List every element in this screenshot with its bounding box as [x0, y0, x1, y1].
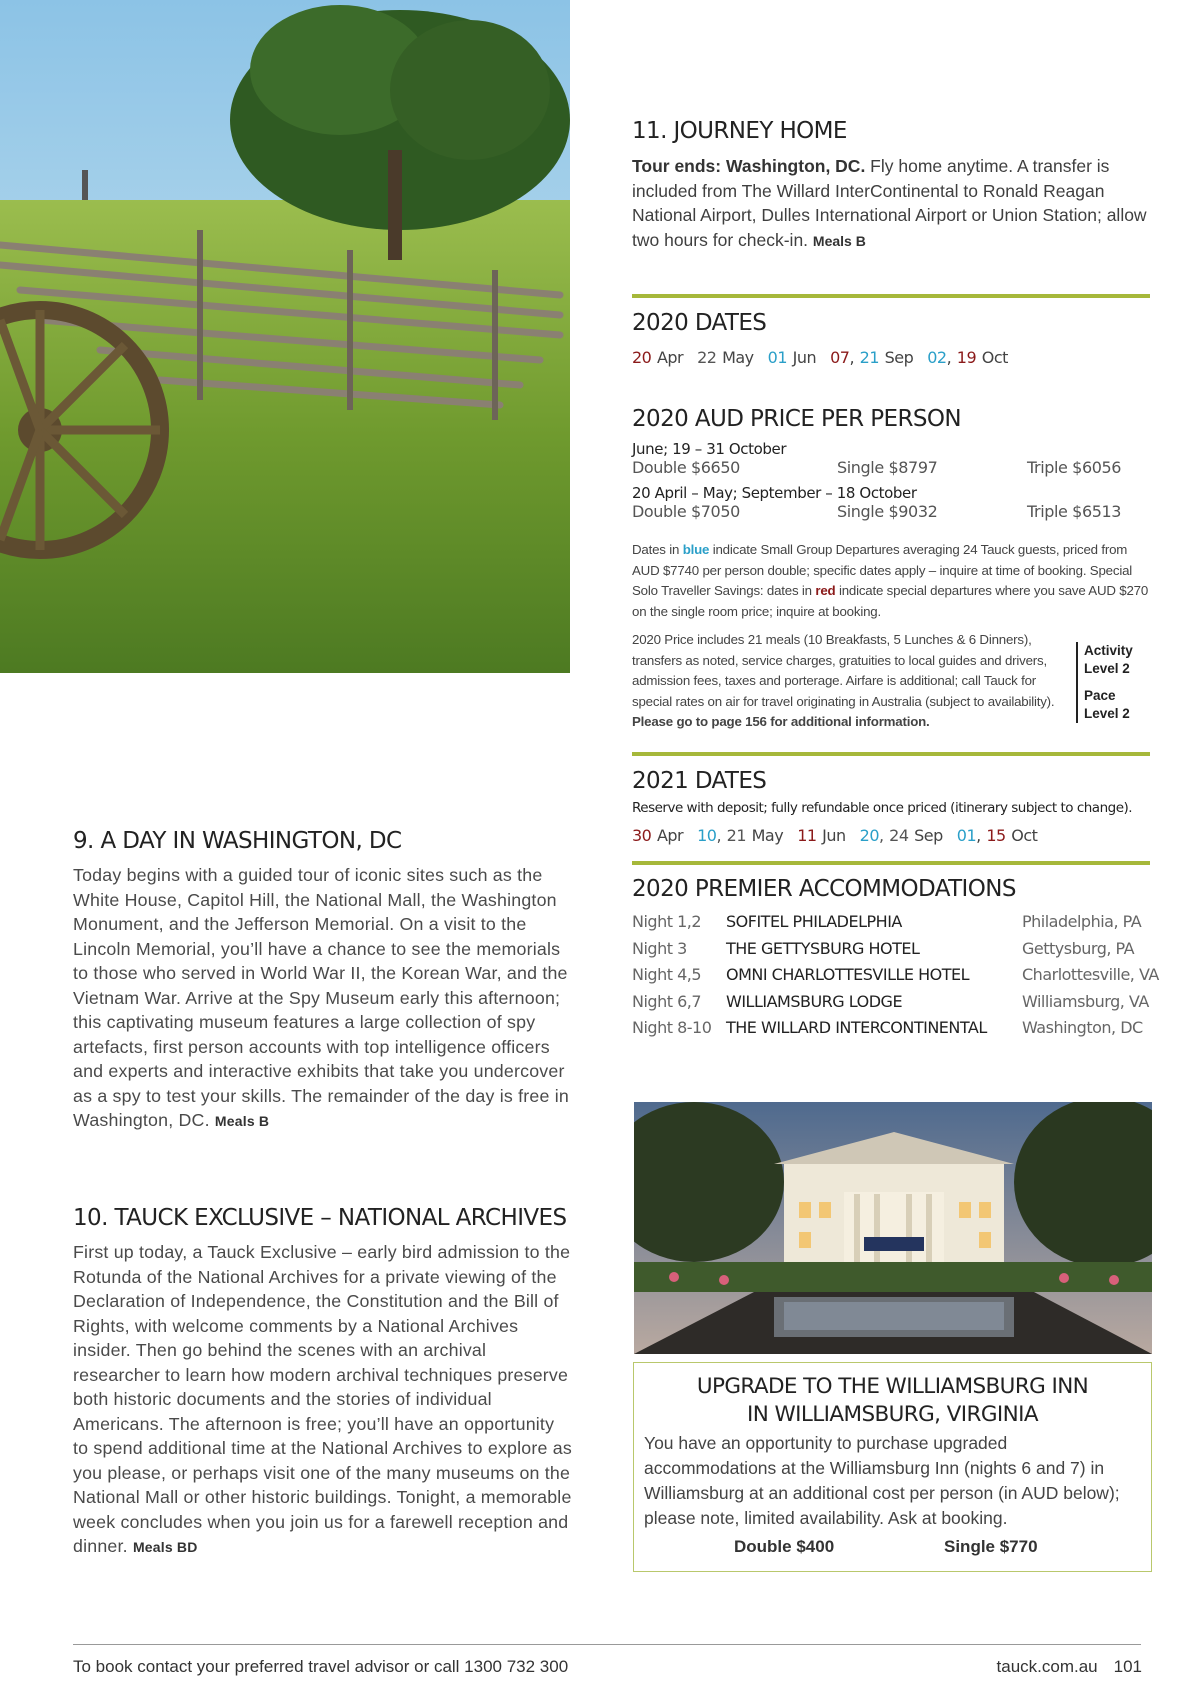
footer-contact: To book contact your preferred travel advisor or call 1300 732 300 — [73, 1657, 569, 1676]
date-part: 20 — [632, 348, 652, 367]
night: Night 1,2 — [632, 912, 702, 931]
date-part: 07 — [830, 348, 850, 367]
price-heading: 2020 AUD PRICE PER PERSON — [632, 406, 961, 432]
day11-heading: 11. JOURNEY HOME — [632, 118, 847, 144]
upgrade-single-price: Single $770 — [944, 1537, 1038, 1556]
upgrade-text: You have an opportunity to purchase upgraded accommodations at the Williamsburg Inn (nights 6 and 7) in Williamsburg at an additional cost per person (in AUD below); please note, limited availability. Ask at booking. — [644, 1433, 1120, 1528]
price-group1-row — [632, 458, 1150, 480]
hotel-city: Washington, DC — [1022, 1018, 1143, 1037]
pace-level: Level 2 — [1084, 706, 1130, 721]
departure-date — [860, 826, 943, 845]
hotel-name: OMNI CHARLOTTESVILLE HOTEL — [726, 965, 970, 984]
night: Night 3 — [632, 938, 687, 958]
divider — [632, 861, 1150, 865]
activity-pace-box — [1076, 642, 1133, 723]
dates-2020-heading: 2020 DATES — [632, 310, 767, 336]
price-inclusions-text: 2020 Price includes 21 meals (10 Breakfasts, 5 Lunches & 6 Dinners), transfers as noted, service charges, gratuities to local guides and drivers, admission fees, taxes and porterage. Airfare is additional; call Tauck for special rates on air for travel originating in Australia (subject to availability). — [632, 632, 1055, 709]
date-part: Apr — [651, 826, 684, 845]
accommodation-row — [632, 939, 1150, 966]
accommodations-section — [632, 876, 1159, 1045]
date-part: May — [746, 826, 784, 845]
page-number: 101 — [1113, 1657, 1142, 1676]
day10-body: First up today, a Tauck Exclusive – early bird admission to the Rotunda of the National Archives for a private viewing of the Declaration of Independence, the Constitution and the Bill of Rights, with welcome comments by a National Archives insider. Then go behind the scenes with an archival researcher to learn how modern archival techniques preserve both historic documents and the stories of individual Americans. The afternoon is free; you’ll have an opportunity to spend additional time at the National Archives to explore as you please, or perhaps visit one of the many museums on the National Mall or other historic buildings. Tonight, a memorable week concludes when you join us for a farewell reception and dinner. — [73, 1242, 572, 1556]
dates-2021-section — [632, 768, 1150, 845]
date-part: 15 — [986, 826, 1006, 845]
day11-lead: Tour ends: Washington, DC. — [632, 156, 866, 176]
date-part: 02 — [927, 348, 947, 367]
date-part: Oct — [976, 348, 1008, 367]
divider — [632, 294, 1150, 298]
price-note-blue: blue — [682, 542, 710, 557]
date-part: 10 — [697, 826, 717, 845]
date-part: 20 — [859, 826, 879, 845]
upgrade-box — [633, 1362, 1152, 1572]
date-part: 22 — [697, 348, 717, 367]
date-part: 11 — [797, 826, 817, 845]
footer-divider — [73, 1644, 1141, 1645]
date-part: Oct — [1005, 826, 1038, 845]
gettysburg-photo-image — [0, 0, 570, 673]
accommodation-row — [632, 1018, 1150, 1045]
date-part: Sep — [908, 826, 943, 845]
price-note-red: red — [815, 583, 836, 598]
departure-date — [768, 348, 816, 367]
day10-text — [73, 1240, 573, 1560]
dates-2020-list — [632, 348, 1150, 367]
date-part: Sep — [879, 348, 914, 367]
price-note-part: indicate Small Group Departures averaging 24 Tauck guests, priced from AUD $7740 per person double; specific dates apply – inquire at time of booking. Special Solo Traveller Savings: dates in — [632, 542, 1133, 598]
price-group1-heading: June; 19 – 31 October — [632, 440, 787, 458]
date-part: 21 — [859, 348, 879, 367]
upgrade-double-price: Double $400 — [734, 1537, 835, 1556]
price-note-part: Dates in — [632, 542, 683, 557]
date-part: 30 — [632, 826, 652, 845]
date-part: May — [716, 348, 754, 367]
hotel-city: Gettysburg, PA — [1022, 938, 1135, 958]
departure-date — [697, 348, 754, 367]
departure-date — [632, 348, 683, 367]
hotel-city: Philadelphia, PA — [1022, 912, 1142, 931]
hotel-city: Williamsburg, VA — [1022, 991, 1149, 1011]
day11-meals: Meals B — [812, 232, 866, 249]
price-group2-triple: Triple $6513 — [1027, 502, 1122, 521]
price-group1-triple: Triple $6056 — [1027, 458, 1122, 477]
price-note-part: indicate special departures where you save AUD $270 on the single room price; inquire at booking. — [632, 583, 1149, 619]
night: Night 4,5 — [632, 965, 702, 984]
day11-body: Fly home anytime. A transfer is included from The Willard InterContinental to Ronald Reagan National Airport, Dulles International Airport or Union Station; allow two hours for check-in. — [632, 156, 1147, 250]
date-part: , — [946, 348, 957, 367]
date-part: 19 — [956, 348, 977, 367]
day9-section — [73, 828, 573, 1134]
departure-date — [697, 826, 783, 845]
day9-meals: Meals B — [214, 1113, 270, 1129]
date-part: 01 — [956, 826, 977, 845]
departure-date — [830, 348, 913, 367]
date-part: , — [849, 348, 860, 367]
pace-label: Pace — [1084, 688, 1116, 703]
hotel-name: THE GETTYSBURG HOTEL — [726, 938, 920, 958]
upgrade-prices — [644, 1537, 1141, 1561]
day10-meals: Meals BD — [132, 1539, 198, 1555]
williamsburg-inn-photo — [634, 1102, 1152, 1354]
date-part: Apr — [651, 348, 684, 367]
dates-2021-list — [632, 826, 1150, 845]
departure-date — [927, 348, 1008, 367]
gettysburg-photo — [0, 0, 570, 673]
night: Night 8-10 — [632, 1018, 712, 1037]
date-part: 01 — [767, 348, 788, 367]
day11-section — [632, 118, 1150, 253]
hotel-name: SOFITEL PHILADELPHIA — [726, 912, 902, 931]
departure-date — [797, 826, 845, 845]
activity-level: Level 2 — [1084, 661, 1130, 676]
upgrade-title-line1: UPGRADE TO THE WILLIAMSBURG INN — [696, 1374, 1089, 1399]
date-part: Jun — [787, 348, 817, 367]
price-inclusions-bold: Please go to page 156 for additional information. — [632, 714, 930, 729]
upgrade-title-line2: IN WILLIAMSBURG, VIRGINIA — [747, 1402, 1038, 1427]
price-group1-single: Single $8797 — [837, 458, 938, 477]
divider — [632, 752, 1150, 756]
dates-2021-heading: 2021 DATES — [632, 768, 767, 794]
hotel-city: Charlottesville, VA — [1022, 965, 1159, 984]
accommodation-row — [632, 992, 1150, 1019]
departure-date — [632, 826, 683, 845]
footer-right — [997, 1657, 1142, 1677]
activity-label: Activity — [1084, 643, 1133, 658]
day10-section — [73, 1205, 573, 1560]
dates-2020-section — [632, 310, 1150, 367]
date-part: Jun — [816, 826, 846, 845]
date-part: , — [976, 826, 987, 845]
day9-heading: 9. A DAY IN WASHINGTON, DC — [73, 828, 402, 854]
night: Night 6,7 — [632, 991, 702, 1011]
accommodations-heading: 2020 PREMIER ACCOMMODATIONS — [632, 876, 1016, 902]
price-group2-double: Double $7050 — [632, 502, 740, 521]
price-group2-row — [632, 502, 1150, 524]
williamsburg-inn-image — [634, 1102, 1152, 1354]
accommodations-list — [632, 912, 1159, 1045]
hotel-name: THE WILLARD INTERCONTINENTAL — [726, 1018, 987, 1037]
hotel-name: WILLIAMSBURG LODGE — [726, 991, 903, 1011]
price-note — [632, 540, 1150, 622]
date-part: , 21 — [716, 826, 747, 845]
date-part: , 24 — [879, 826, 909, 845]
dates-2021-subtitle: Reserve with deposit; fully refundable once priced (itinerary subject to change). — [632, 800, 1133, 816]
price-inclusions — [632, 630, 1064, 733]
price-group1-double: Double $6650 — [632, 458, 740, 477]
accommodation-row — [632, 965, 1159, 992]
price-group2-single: Single $9032 — [837, 502, 938, 521]
price-section — [632, 406, 1150, 733]
day11-text — [632, 154, 1150, 253]
day10-heading: 10. TAUCK EXCLUSIVE – NATIONAL ARCHIVES — [73, 1205, 567, 1231]
price-group2-heading: 20 April – May; September – 18 October — [632, 484, 917, 502]
accommodation-row — [632, 912, 1150, 939]
day9-text — [73, 863, 573, 1134]
footer-website[interactable]: tauck.com.au — [996, 1657, 1098, 1676]
departure-date — [957, 826, 1038, 845]
day9-body: Today begins with a guided tour of iconic sites such as the White House, Capitol Hill, the National Mall, the Washington Monument, and the Jefferson Memorial. On a visit to the Lincoln Memorial, you’ll have a chance to see the memorials to those who served in World War II, the Korean War, and the Vietnam War. Arrive at the Spy Museum early this afternoon; this captivating museum features a large collection of spy artefacts, first person accounts with top intelligence officers and experts and interactive exhibits that take you undercover as a spy to test your skills. The remainder of the day is free in Washington, DC. — [73, 865, 569, 1130]
